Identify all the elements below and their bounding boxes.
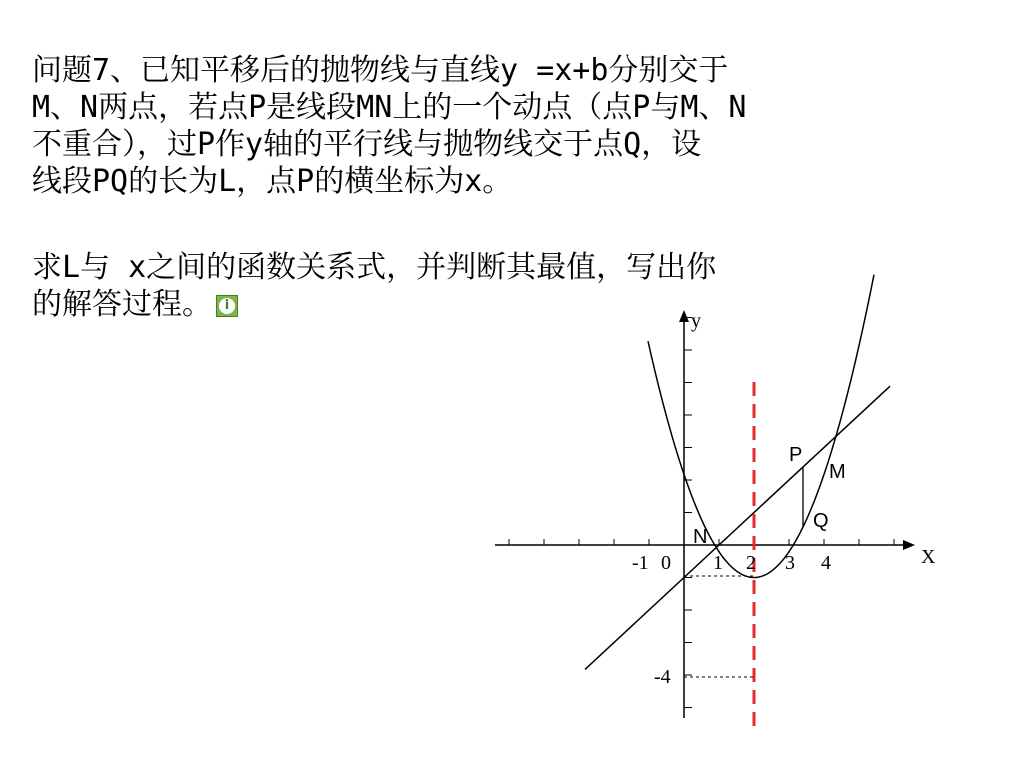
problem-line-3: 不重合），过P作y轴的平行线与抛物线交于点Q，设 xyxy=(32,127,702,162)
question-line-1: 求L与 x之间的函数关系式，并判断其最值，写出你 xyxy=(32,250,717,285)
x-tick-label-1: 1 xyxy=(713,552,723,574)
x-tick-label-neg1: -1 xyxy=(632,552,649,574)
straight-line xyxy=(585,386,890,669)
info-icon[interactable]: i xyxy=(216,295,238,317)
x-tick-label-4: 4 xyxy=(821,552,831,574)
x-tick-label-2: 2 xyxy=(746,552,756,574)
y-tick-label-neg4: -4 xyxy=(654,666,671,688)
y-axis-arrow xyxy=(679,310,689,322)
point-label-q: Q xyxy=(813,510,829,532)
point-label-n: N xyxy=(693,526,708,548)
problem-line-2: M、N两点，若点P是线段MN上的一个动点（点P与M、N xyxy=(32,90,747,125)
x-axis-arrow xyxy=(903,540,915,550)
y-ticks xyxy=(684,318,692,708)
question-line-2-text: 的解答过程。 xyxy=(32,287,212,322)
x-axis-label: X xyxy=(921,546,936,568)
origin-label: 0 xyxy=(661,552,671,574)
point-label-p: P xyxy=(789,444,803,466)
problem-line-4: 线段PQ的长为L，点P的横坐标为x。 xyxy=(32,164,513,199)
point-label-m: M xyxy=(829,461,846,483)
x-tick-label-3: 3 xyxy=(785,552,795,574)
problem-line-1: 问题7、已知平移后的抛物线与直线y =x+b分别交于 xyxy=(32,53,729,88)
y-axis-label: y xyxy=(691,310,701,332)
